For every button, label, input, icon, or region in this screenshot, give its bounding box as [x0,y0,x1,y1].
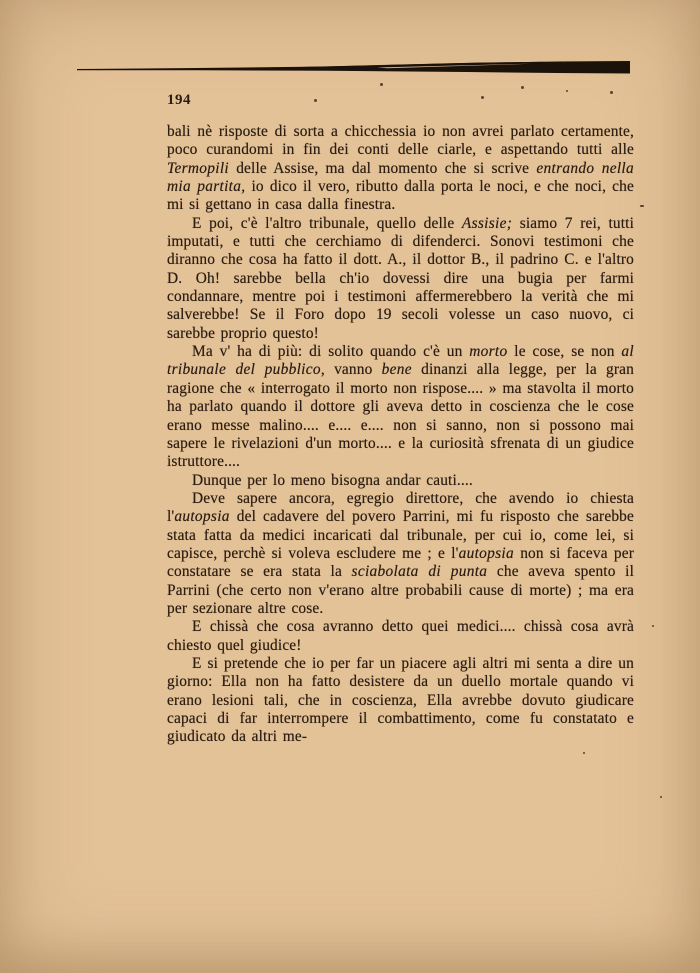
text-run: , vanno [320,361,382,379]
paragraph-1 [167,123,634,215]
scan-speck [566,90,568,92]
paragraph-3 [167,343,634,471]
scan-speck [314,99,317,102]
italic-text: bene [381,361,412,379]
text-run: delle Assise, ma dal momento che si scrive [229,159,537,177]
scan-speck [640,205,644,207]
paragraph-5 [167,490,634,618]
italic-text: entrando nella mia partita, [167,159,635,196]
text-run: E si pretende che io per far un piacere agli altri mi senta a dire un giorno: Ella non ha fatto desistere da un duello mortale quando vi erano lesioni tali, che in coscienza, Ella avrebbe dovuto giudicare capaci di far interrompere il combattimento, come fu constatato e giudicato da altri me- [167,654,634,746]
scan-speck [610,91,613,94]
scan-speck [652,625,654,627]
header-rule [77,58,633,78]
paragraph-6 [167,618,634,655]
text-block [167,123,634,747]
text-run: dinanzi alla legge, per la gran ragione che « interrogato il morto non rispose.... » ma stavolta il morto ha parlato quando il dottore gli aveva detto in coscienza che le cose erano messe malino.... e.... e.... non si sanno, non si possono mai sapere le rivelazioni d'un morto.... e la curiosità sfrenata di un giudice istruttore.... [167,361,634,471]
text-run: bali nè risposte di sorta a chicchessia io non avrei parlato certamente, poco curandomi in fin dei conti delle ciarle, e aspettando tutti alle [167,123,634,159]
scan-speck [583,752,585,754]
text-run: Ma v' ha di più: di solito quando c'è un [192,343,470,361]
italic-text: autopsia [458,544,514,562]
text-run: che aveva spento il Parrini (che certo non v'erano altre probabili cause di morte) ; ma era per sezionare altre cose. [167,563,635,617]
text-run: siamo 7 rei, tutti imputati, e tutti che cerchiamo di difenderci. Sonovi testimoni che diranno che cosa ha fatto il dott. A., il dottor B., il padrino C. e l'altro D. Oh! sarebbe bella ch'io dovessi dire una bugia per farmi condannare, mentre poi i testimoni affermerebbero la verità che mi salverebbe! Se il Foro dopo 19 secoli volesse un caso nuovo, ci sarebbe proprio questo! [167,214,634,342]
scan-speck [481,96,484,99]
paragraph-2 [167,215,634,343]
text-run: io dico il vero, ributto dalla porta le noci, e che noci, che mi si gettano in casa dalla finestra. [167,178,634,214]
italic-text: al tribunale del pubblico [167,343,634,379]
scan-speck [521,86,524,89]
scan-speck [380,83,383,86]
italic-text: morto [469,343,508,361]
scan-speck [660,796,662,798]
text-run: E poi, c'è l'altro tribunale, quello delle [192,214,462,232]
italic-text: autopsia [174,508,230,526]
text-run: E chissà che cosa avranno detto quei medici.... chissà cosa avrà chiesto quel giudice! [167,618,634,654]
text-run: del cadavere del povero Parrini, mi fu risposto che sarebbe stata fatta da medici incaricati dal tribunale, per cui io, come lei, si capisce, perchè si voleva escludere me ; e l' [167,508,634,562]
text-run: Dunque per lo meno bisogna andar cauti.... [192,471,473,489]
page-number: 194 [167,92,191,108]
italic-text: sciabolata di punta [351,563,488,581]
italic-text: Termopili [167,159,229,177]
paragraph-7 [167,655,634,747]
paragraph-4 [167,472,634,490]
text-run: Deve sapere ancora, egregio direttore, che avendo io chiesta l' [167,489,634,526]
italic-text: Assisie; [461,214,513,232]
text-run: non si faceva per constatare se era stata la [167,544,635,581]
text-run: le cose, se non [507,343,622,361]
